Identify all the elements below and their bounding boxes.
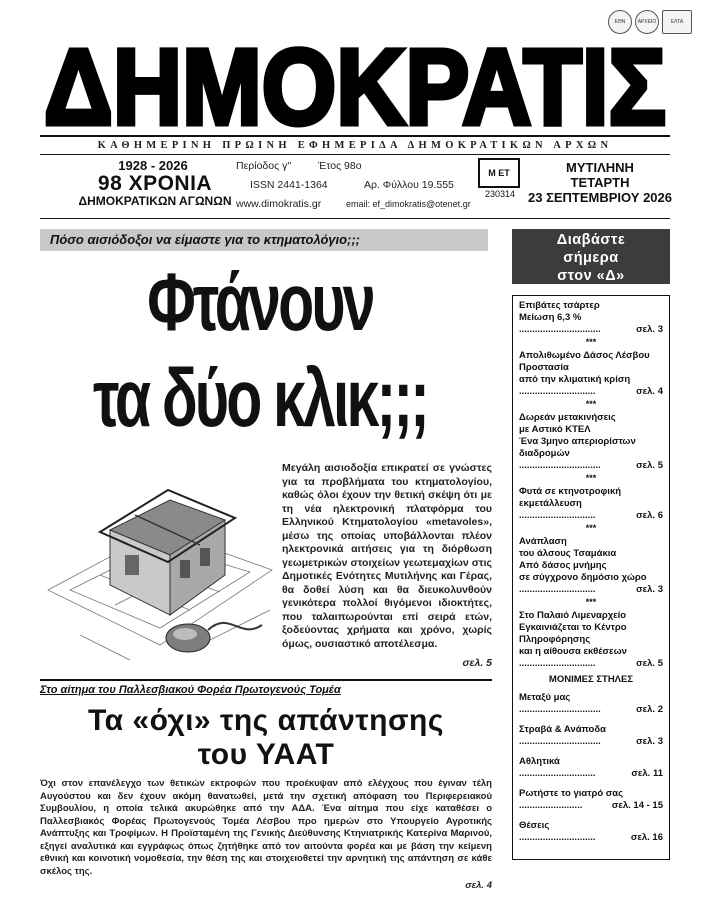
elta-logo-icon: ΕΛΤΑ [662,10,692,34]
sidebar-item-line: με Αστικό ΚΤΕΛ [519,424,591,435]
column-dots: ............................... [519,736,601,747]
city-name: ΜΥΤΙΛΗΝΗ [566,160,634,175]
story-divider [40,679,492,681]
second-body [40,778,492,893]
column-dots: ........................ [519,800,583,811]
issue-date: 23 ΣΕΠΤΕΜΒΡΙΟΥ 2026 [528,190,672,205]
sidebar-item-line: Απολιθωμένο Δάσος Λέσβου [519,350,650,361]
column-page: σελ. 16 [630,832,663,843]
sidebar-item-line: Επιβάτες τσάρτερ [519,300,600,311]
sidebar-item-line: εκμετάλλευση [519,498,582,509]
edition-date-block [520,160,680,205]
sidebar-item-dots: ............................. [519,386,596,397]
second-headline-line-2[interactable]: του ΥΑΑΤ [197,738,335,771]
sidebar-item-page: σελ. 4 [636,386,663,397]
masthead-title-svg [40,40,670,132]
sidebar-item[interactable] [519,536,663,596]
column-item[interactable] [519,820,663,844]
lead-body [282,462,492,671]
column-dots: ............................. [519,768,596,779]
badge-emblem-icon: ΕΘΝ [608,10,632,34]
second-body-text: Όχι στον επανέλεγχο των θετικών εκτροφών που προέκυψαν από ελέγχους που έγιναν τέλη Αυγούστου και δεν έχουν ακόμη θανατωθεί, μετά την σχετική απόφαση του Περιφερειακού Συμβουλίου, η οποία τελικά ακυρώθηκε από την ΑΔΑ. Ένα αίτημα που είχε καταθέσει ο Παλλεσβιακός Φορέας Πρωτογενούς Τομέα Λέσβου προ ημερών στο Υπουργείο Αγροτικής Ανάπτυξης και Τροφίμων. Η Προϊσταμένη της Γενικής Διεύθυνσης Κτηνιατρικής Κατερίνα Μαρινού, εξηγεί αναλυτικά και εγγράφως όπως ζητήθηκε από τον αιτούντα φορέα και με βάση την κείμενη εθνική και κοινοτική νομοθεσία, την θέση της και στοιχειοθετεί την αρνητική της απάντηση σε κάθε σκέλος της. [40,778,492,877]
sidebar-contents [512,295,670,860]
years-label: 98 ΧΡΟΝΙΑ [97,172,213,195]
column-dots: ............................... [519,704,601,715]
column-name: Θέσεις [519,820,550,831]
sidebar-item-page: σελ. 6 [636,510,663,521]
sidebar-item-line: Δωρεάν μετακινήσεις [519,412,616,423]
column-name: Ρωτήστε το γιατρό σας [519,788,624,799]
header-bottom-rule [40,218,670,219]
lead-kicker: Πόσο αισιόδοξοι να είμαστε για το κτηματολόγιο;;; [50,232,360,247]
sidebar-item[interactable] [519,412,663,472]
sidebar-title-2: σήμερα [563,250,619,266]
column-page: σελ. 11 [631,768,663,779]
sidebar-item-line: Προστασία [519,362,569,373]
sidebar-item-line: Από δάσος μνήμης [519,560,607,571]
column-item[interactable] [519,692,663,716]
cadastre-house-image [40,460,280,675]
sidebar-item-line: και η αίθουσα εκθέσεων [519,646,627,657]
sidebar-item-page: σελ. 5 [636,460,663,471]
column-item[interactable] [519,724,663,748]
day-name: ΤΕΤΑΡΤΗ [570,175,630,190]
separator-stars: *** [585,399,597,409]
column-page: σελ. 14 - 15 [611,800,663,811]
sidebar-item-line: Φυτά σε κτηνοτροφική [519,486,622,497]
sidebar-item[interactable] [519,300,663,336]
lead-body-text: Μεγάλη αισιοδοξία επικρατεί σε γνώστες για τα προβλήματα του κτηματολογίου, καθώς όλοι έχουν την θετική σκέψη ότι με τη νέα ηλεκτρονική πλατφόρμα του Ελληνικού Κτηματολογίου «metavoles», μέσω της οποίας υποβάλλονται πλέον ηλεκτρονικά αιτήσεις για τη διόρθωση γεωμετρικών στοιχείων γεωτεμαχίων στις Δημοτικές Ενότητες Μυτιλήνης και Γέρας, θα δοθεί λύση και θα διευκολυνθούν γενικότερα πολλοί θιγόμενοι ιδιοκτήτες, που ταλαιπωρούνται επί σειρά ετών, ξοδεύοντας χρήματα και χρόνο, χωρίς όμως, ουσιαστικό αποτέλεσμα. [282,462,492,650]
lead-kicker-bar [40,229,488,251]
column-item[interactable] [519,788,663,812]
column-name: Αθλητικά [519,756,560,767]
sidebar-item-line: Μείωση 6,3 % [519,312,582,323]
masthead-logo [40,40,670,132]
sidebar-item-line: Ανάπλαση [519,536,567,547]
masthead-rule [40,135,670,137]
masthead-title: ΔΗΜΟΚΡΑΤΙΣ [44,40,666,132]
issue-number: Αρ. Φύλλου 19.555 [364,179,454,191]
separator-stars: *** [585,523,597,533]
column-page: σελ. 3 [636,736,663,747]
sidebar-item-page: σελ. 5 [636,658,663,669]
separator-stars: *** [585,597,597,607]
meta-number: 230314 [484,189,516,199]
column-item[interactable] [519,756,663,780]
year-label: Έτος 98ο [318,160,362,172]
column-name: Μεταξύ μας [519,692,571,703]
sidebar-item-line: Πληροφόρησης [519,634,591,645]
certification-badges [582,10,692,38]
permanent-columns-heading: ΜΟΝΙΜΕΣ ΣΤΗΛΕΣ [548,674,634,685]
sidebar-item[interactable] [519,610,663,670]
lead-headline-line-1[interactable]: Φτάνουν [147,257,373,348]
second-page-ref[interactable]: σελ. 4 [465,880,492,891]
sidebar-title-1: Διαβάστε [556,232,626,248]
website-link[interactable]: www.dimokratis.gr [236,198,322,210]
sidebar-item-page: σελ. 3 [636,584,663,595]
email-link[interactable]: email: ef_dimokratis@otenet.gr [346,199,471,209]
sidebar-title-3: στον «Δ» [557,268,625,284]
sidebar-item-dots: ............................. [519,510,596,521]
years-subtitle: ΔΗΜΟΚΡΑΤΙΚΩΝ ΑΓΩΝΩΝ [78,194,232,208]
column-name: Στραβά & Ανάποδα [519,724,606,735]
sidebar-item[interactable] [519,486,663,522]
sidebar-item-line: Εγκαινιάζεται το Κέντρο [519,622,627,633]
column-page: σελ. 2 [636,704,663,715]
sidebar-item-page: σελ. 3 [636,324,663,335]
sidebar-item-line: από την κλιματική κρίση [519,374,631,385]
sidebar-item-line: διαδρομών [519,448,570,459]
period-label: Περίοδος γ'' [236,160,292,172]
lead-headline-line-2[interactable]: τα δύο κλικ;;; [93,353,427,444]
badge-archive-icon: ΑΡΧΕΙΟ [635,10,659,34]
sidebar-item-line: σε σύγχρονο δημόσιο χώρο [519,572,647,583]
sidebar-item-line: Στο Παλαιό Λιμεναρχείο [519,610,627,621]
second-kicker: Στο αίτημα του Παλλεσβιακού Φορέα Πρωτογενούς Τομέα [40,684,341,696]
sidebar-item-line: Ένα 3μηνο απεριορίστων [519,436,636,447]
sidebar-item-dots: ............................. [519,658,596,669]
sidebar-item-dots: ............................... [519,460,601,471]
founding-years: 1928 - 2026 [118,158,188,173]
column-dots: ............................. [519,832,596,843]
second-headline-line-1[interactable]: Τα «όχι» της απάντησης [88,704,444,737]
issn-label: ISSN 2441-1364 [250,179,328,191]
sidebar-header [512,229,670,284]
sidebar-item-dots: ............................. [519,584,596,595]
tagline: ΚΑΘΗΜΕΡΙΝΗ ΠΡΩΙΝΗ ΕΦΗΜΕΡΙΔΑ ΔΗΜΟΚΡΑΤΙΚΩΝ ΑΡΧΩΝ [97,140,613,151]
meta-logo-icon: Μ ΕΤ [478,158,520,188]
separator-stars: *** [585,337,597,347]
sidebar-item-line: του άλσους Τσαμάκια [519,548,617,559]
lead-page-ref[interactable]: σελ. 5 [462,657,492,669]
separator-stars: *** [585,473,597,483]
tagline-rule [40,154,670,155]
sidebar-item-dots: ............................... [519,324,601,335]
sidebar-item[interactable] [519,350,663,398]
